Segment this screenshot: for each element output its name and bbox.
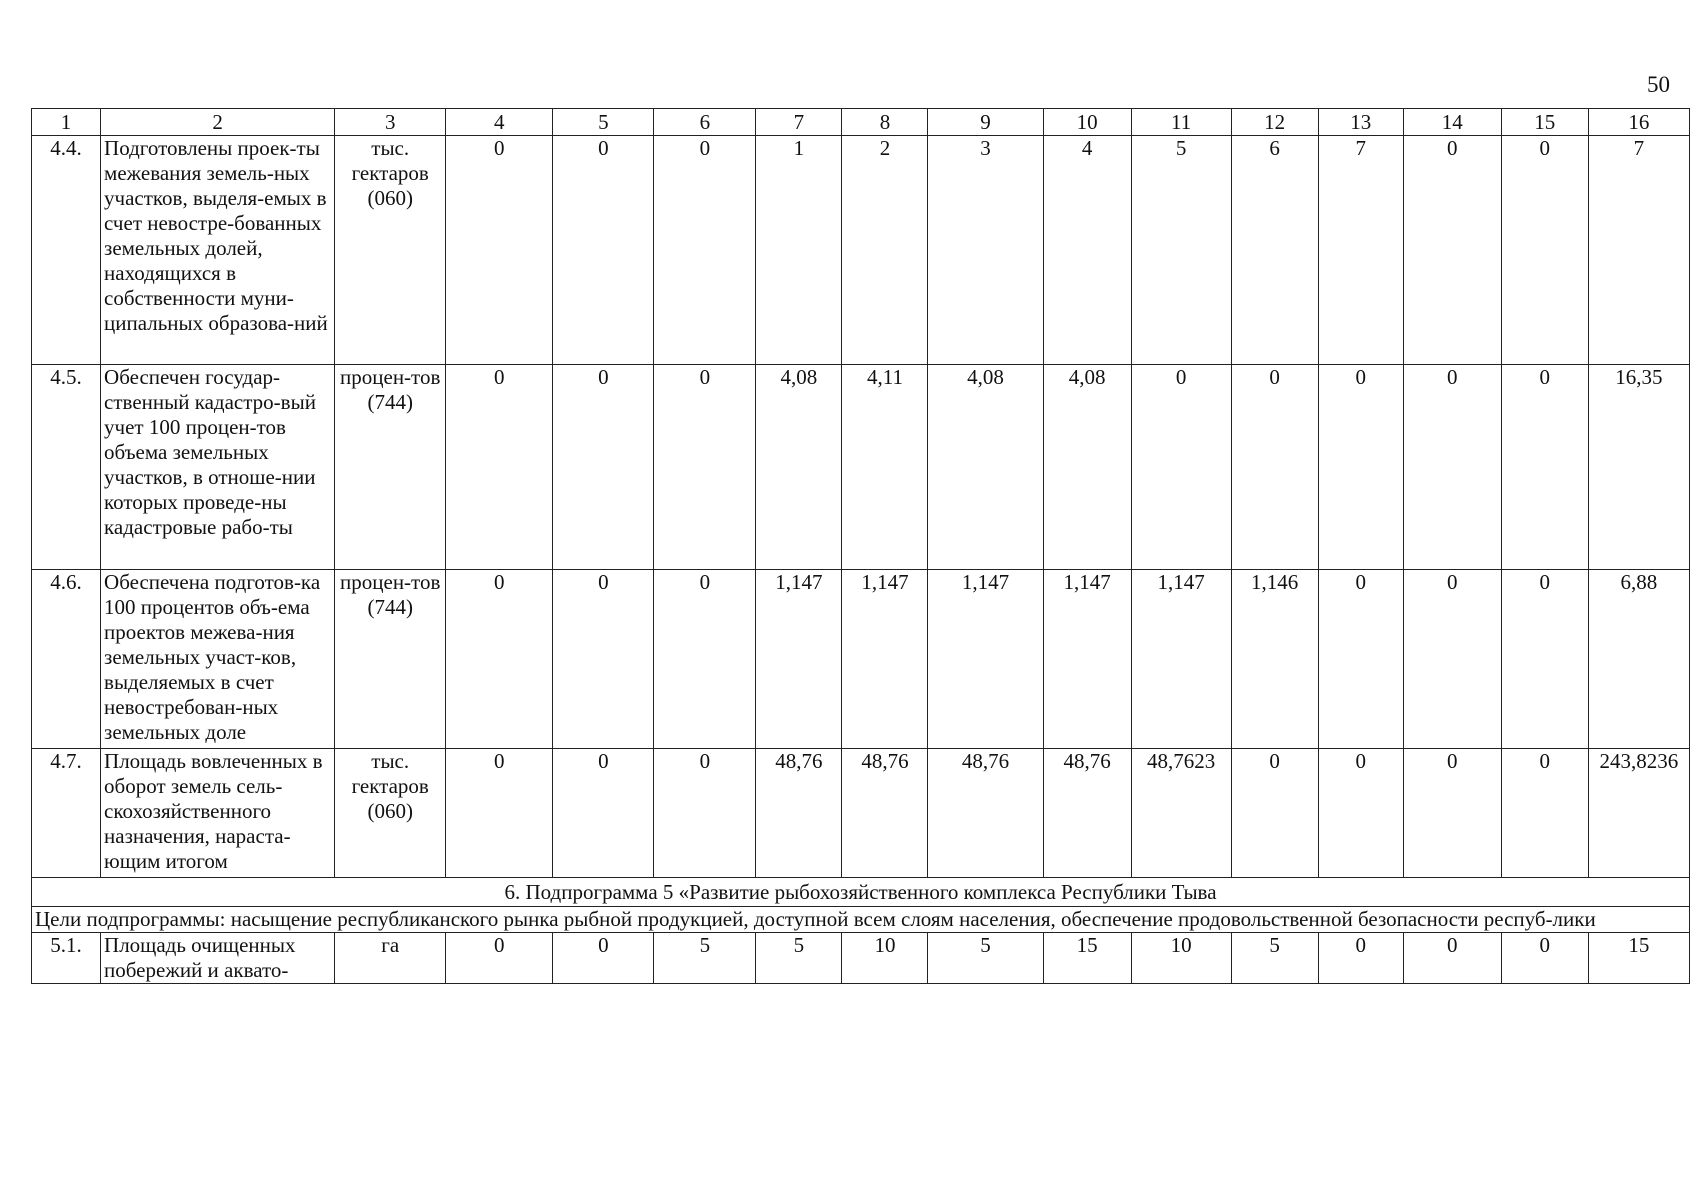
unit-of-measure: процен-тов (744) (335, 365, 446, 570)
table-body (32, 109, 1690, 984)
row-number: 4.5. (32, 365, 101, 570)
value-cell: 7 (1588, 136, 1689, 365)
column-header: 2 (101, 109, 335, 136)
column-header: 3 (335, 109, 446, 136)
column-header: 9 (928, 109, 1043, 136)
value-cell: 48,7623 (1131, 749, 1231, 878)
value-cell: 5 (756, 933, 842, 984)
value-cell: 0 (654, 749, 756, 878)
value-cell: 15 (1588, 933, 1689, 984)
value-cell: 0 (1501, 933, 1588, 984)
value-cell: 0 (446, 749, 553, 878)
row-number: 4.7. (32, 749, 101, 878)
value-cell: 1,147 (1131, 570, 1231, 749)
value-cell: 1,147 (842, 570, 928, 749)
value-cell: 10 (842, 933, 928, 984)
value-cell: 0 (654, 136, 756, 365)
value-cell: 0 (553, 365, 654, 570)
value-cell: 1,147 (1043, 570, 1131, 749)
unit-of-measure: тыс. гектаров (060) (335, 136, 446, 365)
value-cell: 16,35 (1588, 365, 1689, 570)
value-cell: 0 (1318, 570, 1403, 749)
value-cell: 0 (553, 136, 654, 365)
value-cell: 0 (1501, 570, 1588, 749)
indicator-name: Площадь вовлеченных в оборот земель сель-скохозяйственного назначения, нараста-ющим итогом (101, 749, 335, 878)
value-cell: 1,146 (1231, 570, 1318, 749)
value-cell: 7 (1318, 136, 1403, 365)
value-cell: 0 (1403, 933, 1501, 984)
column-header: 1 (32, 109, 101, 136)
value-cell: 5 (928, 933, 1043, 984)
unit-of-measure: процен-тов (744) (335, 570, 446, 749)
row-number: 4.6. (32, 570, 101, 749)
value-cell: 0 (1501, 365, 1588, 570)
value-cell: 0 (1318, 365, 1403, 570)
value-cell: 0 (1131, 365, 1231, 570)
value-cell: 3 (928, 136, 1043, 365)
row-number: 4.4. (32, 136, 101, 365)
value-cell: 2 (842, 136, 928, 365)
column-header: 8 (842, 109, 928, 136)
value-cell: 48,76 (842, 749, 928, 878)
section-title: 6. Подпрограмма 5 «Развитие рыбохозяйственного комплекса Республики Тыва (32, 878, 1690, 907)
value-cell: 0 (1403, 749, 1501, 878)
value-cell: 6 (1231, 136, 1318, 365)
value-cell: 1,147 (756, 570, 842, 749)
value-cell: 0 (654, 365, 756, 570)
column-header: 14 (1403, 109, 1501, 136)
indicator-name: Обеспечена подготов-ка 100 процентов объ-ема проектов межева-ния земельных участ-ков, выделяемых в счет невостребован-ных земельных доле (101, 570, 335, 749)
column-header: 12 (1231, 109, 1318, 136)
value-cell: 4,11 (842, 365, 928, 570)
table-row (32, 933, 1690, 984)
value-cell: 0 (1318, 749, 1403, 878)
value-cell: 0 (553, 749, 654, 878)
column-header: 7 (756, 109, 842, 136)
value-cell: 0 (1403, 570, 1501, 749)
value-cell: 4,08 (928, 365, 1043, 570)
value-cell: 0 (446, 933, 553, 984)
value-cell: 6,88 (1588, 570, 1689, 749)
unit-of-measure: тыс. гектаров (060) (335, 749, 446, 878)
table-row (32, 136, 1690, 365)
column-header-row (32, 109, 1690, 136)
value-cell: 48,76 (1043, 749, 1131, 878)
value-cell: 0 (1501, 136, 1588, 365)
table-row (32, 365, 1690, 570)
column-header: 6 (654, 109, 756, 136)
value-cell: 0 (1403, 365, 1501, 570)
column-header: 16 (1588, 109, 1689, 136)
value-cell: 0 (446, 136, 553, 365)
value-cell: 0 (1403, 136, 1501, 365)
column-header: 15 (1501, 109, 1588, 136)
value-cell: 48,76 (928, 749, 1043, 878)
column-header: 11 (1131, 109, 1231, 136)
value-cell: 0 (1231, 365, 1318, 570)
row-number: 5.1. (32, 933, 101, 984)
column-header: 4 (446, 109, 553, 136)
value-cell: 5 (1131, 136, 1231, 365)
value-cell: 0 (446, 570, 553, 749)
value-cell: 1 (756, 136, 842, 365)
value-cell: 4,08 (1043, 365, 1131, 570)
indicator-name: Площадь очищенных побережий и аквато- (101, 933, 335, 984)
value-cell: 0 (1501, 749, 1588, 878)
column-header: 5 (553, 109, 654, 136)
table-row (32, 749, 1690, 878)
column-header: 13 (1318, 109, 1403, 136)
value-cell: 0 (553, 933, 654, 984)
value-cell: 0 (553, 570, 654, 749)
indicator-name: Обеспечен государ-ственный кадастро-вый учет 100 процен-тов объема земельных участков, в отноше-нии которых проведе-ны кадастровые рабо-ты (101, 365, 335, 570)
value-cell: 0 (654, 570, 756, 749)
section-goals-row (32, 907, 1690, 933)
value-cell: 243,8236 (1588, 749, 1689, 878)
value-cell: 0 (1231, 749, 1318, 878)
value-cell: 0 (1318, 933, 1403, 984)
section-title-row (32, 878, 1690, 907)
value-cell: 4,08 (756, 365, 842, 570)
value-cell: 4 (1043, 136, 1131, 365)
value-cell: 15 (1043, 933, 1131, 984)
value-cell: 5 (1231, 933, 1318, 984)
indicators-table (31, 108, 1690, 984)
table-row (32, 570, 1690, 749)
value-cell: 10 (1131, 933, 1231, 984)
value-cell: 0 (446, 365, 553, 570)
section-goals: Цели подпрограммы: насыщение республиканского рынка рыбной продукцией, доступной всем слоям населения, обеспечение продовольственной безопасности респуб-лики (32, 907, 1690, 933)
column-header: 10 (1043, 109, 1131, 136)
value-cell: 5 (654, 933, 756, 984)
value-cell: 1,147 (928, 570, 1043, 749)
value-cell: 48,76 (756, 749, 842, 878)
unit-of-measure: га (335, 933, 446, 984)
page-number: 50 (1647, 72, 1670, 97)
indicator-name: Подготовлены проек-ты межевания земель-ных участков, выделя-емых в счет невостре-бованных земельных долей, находящихся в собственности муни-ципальных образова-ний (101, 136, 335, 365)
